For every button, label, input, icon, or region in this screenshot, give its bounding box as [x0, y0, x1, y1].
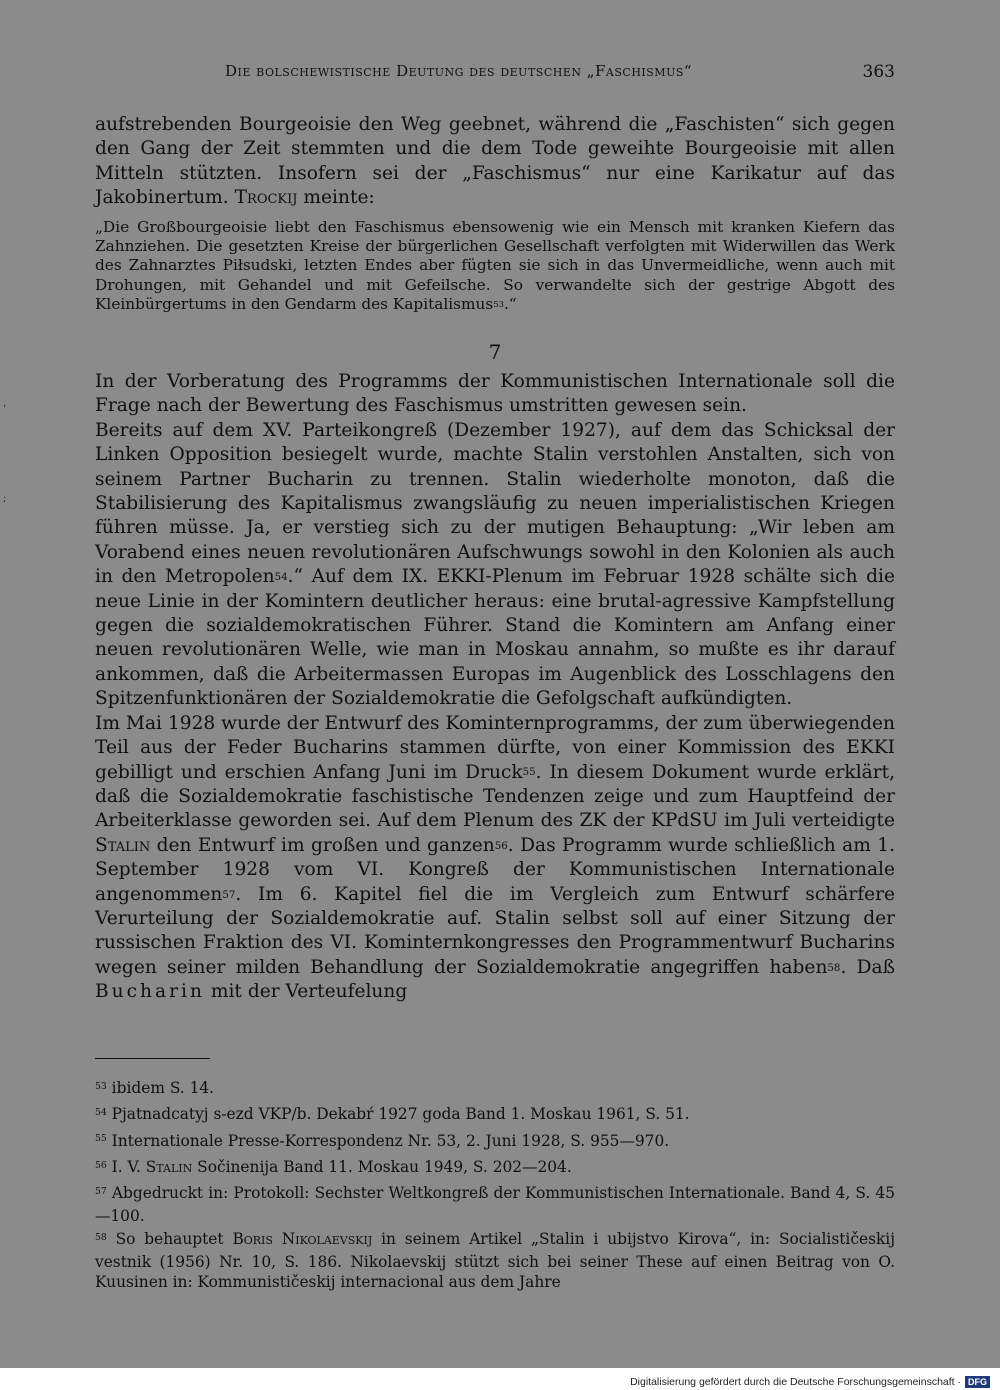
footnotes	[95, 1078, 895, 1292]
footnote-separator	[95, 1058, 210, 1059]
block-quote	[95, 218, 895, 314]
section-number: 7	[488, 340, 502, 364]
footnote-ref: 53	[493, 299, 504, 310]
dfg-logo: DFG	[965, 1376, 990, 1388]
footnote-ref: 54	[274, 572, 288, 584]
footnote: $^{57}$ Abgedruckt in: Protokoll: Sechster Weltkongreß der Kommunistischen Internationale. Band 4, S. 45—100.	[95, 1184, 895, 1226]
footnote-ref: 58	[827, 962, 841, 974]
author-name: Stalin	[145, 1157, 193, 1176]
paragraph: Im Mai 1928 wurde der Entwurf des Kominternprogramms, der zum überwiegenden Teil aus der Feder Bucharins stammen dürfte, von einer Kommission des EKKI gebilligt und erschien Anfang Juni im Druck$^{55}$. In diesem Dokument wurde erklärt, daß die Sozialdemokratie faschistische Tendenzen zeige und zum Hauptfeind der Arbeiterklasse geworden sei. Auf dem Plenum des ZK der KPdSU im Juli verteidigte Stalin den Entwurf im großen und ganzen$^{56}$. Das Programm wurde schließlich am 1. September 1928 vom VI. Kongreß der Kommunistischen Internationale angenommen$^{57}$. Im 6. Kapitel fiel die im Vergleich zum Entwurf schärfere Verurteilung der Sozialdemokratie auf. Stalin selbst soll auf einer Sitzung der russischen Fraktion des VI. Kominternkongresses den Programmentwurf Bucharins wegen seiner milden Behandlung der Sozialdemokratie angegriffen haben$^{58}$. Daß Bucharin mit der Verteufelung	[95, 712, 896, 1003]
running-header	[95, 62, 895, 90]
running-title: Die bolschewistische Deutung des deutschen „Faschismus“	[225, 62, 693, 80]
footnote: $^{54}$ Pjatnadcatyj s-ezd VKP/b. Dekabŕ 1927 goda Band 1. Moskau 1961, S. 51.	[95, 1105, 690, 1124]
author-name: Bucharin	[95, 981, 205, 1003]
author-name: Boris Nikolaevskij	[232, 1230, 373, 1249]
paragraph: aufstrebenden Bourgeoisie den Weg geebnet, während die „Faschisten“ sich gegen den Gang der Zeit stemmten und die dem Tode geweihte Bourgeoisie mit allen Mitteln stützten. Insofern sei der „Faschismus“ nur eine Karikatur auf das Jakobinertum. Trockij meinte:	[95, 114, 895, 209]
page-number: 363	[862, 62, 895, 82]
footnote: $^{55}$ Internationale Presse-Korrespondenz Nr. 53, 2. Juni 1928, S. 955—970.	[95, 1131, 670, 1150]
author-name: Stalin	[95, 834, 151, 856]
footnote: $^{58}$ So behauptet Boris Nikolaevskij in seinem Artikel „Stalin i ubijstvo Kirova“, in: Socialističeskij vestnik (1956) Nr. 10, S. 186. Nikolaevskij stützt sich bei seiner These auf einen Beitrag von O. Kuusinen in: Kommunističeskij internacional aus dem Jahre	[95, 1230, 895, 1292]
margin-mark: ;	[3, 493, 7, 504]
body-top	[95, 113, 895, 211]
footnote-ref: 55	[522, 767, 536, 779]
margin-mark: '	[3, 404, 6, 415]
paragraph: In der Vorberatung des Programms der Kommunistischen Internationale soll die Frage nach der Bewertung des Faschismus umstritten gewesen sein.	[95, 371, 895, 417]
footnote-ref: 57	[222, 889, 236, 901]
footnote: $^{53}$ ibidem S. 14.	[95, 1079, 215, 1097]
quote-text: „Die Großbourgeoisie liebt den Faschismus ebensowenig wie ein Mensch mit kranken Kiefern das Zahnziehen. Die gesetzten Kreise der bürgerlichen Gesellschaft verfolgten mit Widerwillen das Werk des Zahnarztes Piłsudski, letzten Endes aber fügten sie sich in das Unvermeidliche, wenn auch mit Drohungen, mit Gehandel und mit Gefeilsche. So verwandelte sich der gestrige Abgott des Kleinbürgertums in den Gendarm des Kapitalismus$^{53}$.“	[95, 218, 895, 313]
footnote: $^{56}$ I. V. Stalin Sočinenija Band 11. Moskau 1949, S. 202—204.	[95, 1157, 572, 1176]
funding-notice	[630, 1376, 990, 1388]
paragraph: Bereits auf dem XV. Parteikongreß (Dezember 1927), auf dem das Schicksal der Linken Opposition besiegelt wurde, machte Stalin verstohlen Anstalten, sich von seinem Partner Bucharin zu trennen. Stalin wiederholte monoton, daß die Stabilisierung des Kapitalismus zwangsläufig zu neuen imperialistischen Kriegen führen müsse. Ja, er verstieg sich zu der mutigen Behauptung: „Wir leben am Vorabend eines neuen revolutionären Aufschwungs sowohl in den Kolonien als auch in den Metropolen$^{54}$.“ Auf dem IX. EKKI-Plenum im Februar 1928 schälte sich die neue Linie in der Komintern deutlicher heraus: eine brutal-agressive Kampfstellung gegen die sozialdemokratischen Führer. Stand die Komintern am Anfang einer neuen revolutionären Welle, wie man in Moskau annahm, so mußte es ihr darauf ankommen, daß die Arbeitermassen Europas im Augenblick des Losschlagens den Spitzenfunktionären der Sozialdemokratie die Gefolgschaft aufkündigten.	[95, 419, 895, 710]
body-main	[95, 370, 895, 1005]
author-name: Trockij	[234, 187, 298, 209]
footnote-ref: 56	[494, 840, 508, 852]
funding-text: Digitalisierung gefördert durch die Deutsche Forschungsgemeinschaft ·	[630, 1376, 961, 1388]
